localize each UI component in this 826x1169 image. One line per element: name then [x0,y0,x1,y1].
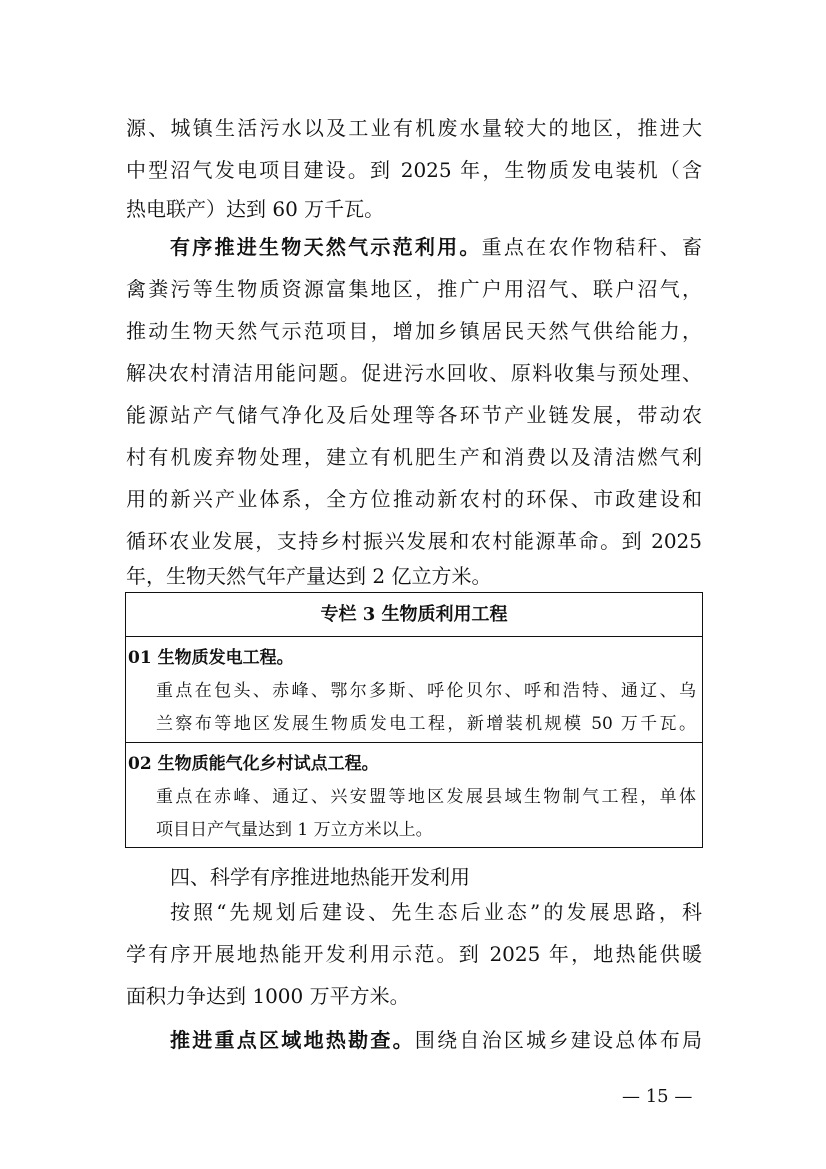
item-text: 项目日产气量达到 1 万立方米以上。 [156,820,433,840]
column-box-table [125,592,703,848]
item-text: 兰察布等地区发展生物质发电工程，新增装机规模 50 万千瓦。 [156,714,696,734]
item-title: 01 生物质发电工程。 [128,648,294,668]
text-line: 面积力争达到 1000 万平方米。 [126,984,410,1008]
text-line: 学有序开展地热能开发利用示范。到 2025 年，地热能供暖 [126,942,702,966]
text-line: 村有机废弃物处理，建立有机肥生产和消费以及清洁燃气利 [126,445,702,469]
text-line [126,234,702,260]
text-line: 循环农业发展，支持乡村振兴发展和农村能源革命。到 2025 [126,529,702,553]
text-line: 禽粪污等生物质资源富集地区，推广户用沼气、联户沼气， [126,277,702,301]
text-line: 推动生物天然气示范项目，增加乡镇居民天然气供给能力， [126,319,702,343]
text-line: 按照“先规划后建设、先生态后业态”的发展思路，科 [170,900,702,924]
text-line: 能源站产气储气净化及后处理等各环节产业链发展，带动农 [126,403,702,427]
text-line [126,1027,702,1053]
text-line: 热电联产）达到 60 万千瓦。 [126,197,385,221]
item-title: 02 生物质能气化乡村试点工程。 [128,754,379,774]
text-run: 重点在农作物秸秆、畜 [481,235,703,259]
item-text: 重点在包头、赤峰、鄂尔多斯、呼伦贝尔、呼和浩特、通辽、乌 [156,681,696,701]
item-text: 重点在赤峰、通辽、兴安盟等地区发展县域生物制气工程，单体 [156,787,696,807]
text-line: 用的新兴产业体系，全方位推动新农村的环保、市政建设和 [126,487,702,511]
table-title: 专栏 3 生物质利用工程 [320,604,508,625]
section-heading: 四、科学有序推进地热能开发利用 [170,865,470,889]
text-line: 解决农村清洁用能问题。促进污水回收、原料收集与预处理、 [126,361,702,385]
bold-lead: 有序推进生物天然气示范利用。 [170,235,482,259]
text-line: 中型沼气发电项目建设。到 2025 年，生物质发电装机（含 [126,158,702,182]
bold-lead: 推进重点区域地热勘查。 [170,1028,415,1052]
text-line: 源、城镇生活污水以及工业有机废水量较大的地区，推进大 [126,116,702,140]
page-number: — 15 — [622,1086,693,1107]
text-line: 年，生物天然气年产量达到 2 亿立方米。 [126,564,492,588]
table-row [126,636,702,743]
table-row [126,742,702,847]
text-run: 围绕自治区城乡建设总体布局 [414,1028,703,1052]
